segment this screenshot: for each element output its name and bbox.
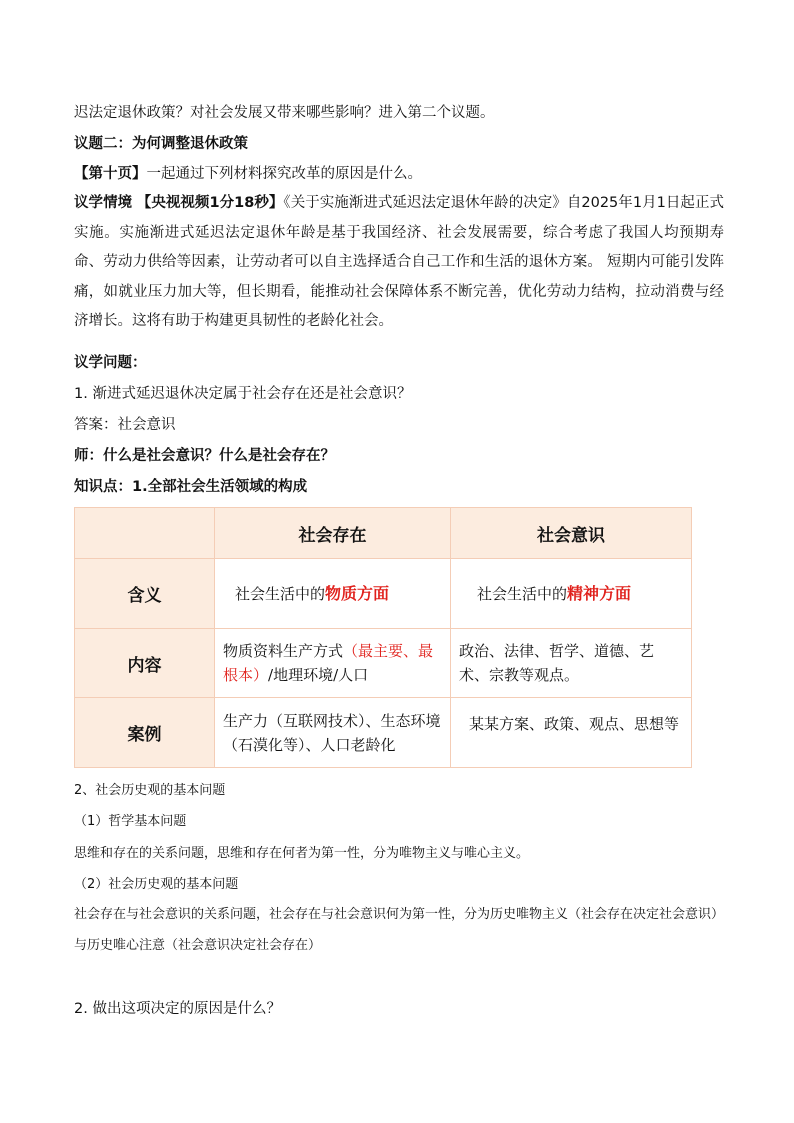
subsection-one-heading: （1）哲学基本问题 <box>74 814 187 829</box>
header-social-existence: 社会存在 <box>215 508 451 559</box>
cell-meaning-existence <box>215 559 451 629</box>
subsection-two-text: 社会存在与社会意识的关系问题，社会存在与社会意识何为第一性，分为历史唯物主义（社会存在决定社会意识）与历史唯心注意（社会意识决定社会存在） <box>74 907 725 953</box>
cell-text: 物质资料生产方式 <box>223 642 344 660</box>
cell-case-existence: 生产力（互联网技术）、生态环境（石漠化等）、人口老龄化 <box>215 698 451 768</box>
section-two-heading: 2、社会历史观的基本问题 <box>74 783 226 798</box>
cell-text: 社会生活中的 <box>477 584 568 603</box>
situation-label: 议学情境 <box>74 195 133 211</box>
row-head-meaning: 含义 <box>75 559 215 629</box>
table-row <box>75 698 692 768</box>
row-head-case: 案例 <box>75 698 215 768</box>
cell-highlight: 精神方面 <box>567 583 632 603</box>
knowledge-point: 知识点：1.全部社会生活领域的构成 <box>74 479 308 495</box>
page-ten-text: 一起通过下列材料探究改革的原因是什么。 <box>146 166 422 182</box>
teacher-question: 师：什么是社会意识？什么是社会存在？ <box>74 448 335 464</box>
intro-line: 迟法定退休政策？对社会发展又带来哪些影响？进入第二个议题。 <box>74 105 495 121</box>
questions-label: 议学问题： <box>74 355 147 371</box>
row-head-content: 内容 <box>75 629 215 698</box>
table-row <box>75 559 692 629</box>
situation-paragraph <box>74 189 724 337</box>
table-row <box>75 629 692 698</box>
subsection-one-text: 思维和存在的关系问题，思维和存在何者为第一性，分为唯物主义与唯心主义。 <box>74 846 530 861</box>
page-ten-line <box>74 162 422 183</box>
header-social-consciousness: 社会意识 <box>451 508 692 559</box>
answer-one: 答案：社会意识 <box>74 417 176 433</box>
cell-meaning-consciousness <box>451 559 692 629</box>
cell-content-existence <box>215 629 451 698</box>
situation-source: 【央视视频1分18秒】 <box>136 195 284 211</box>
table-header-row <box>75 508 692 559</box>
cell-highlight: （最主要、最根本） <box>223 642 434 684</box>
topic-two-heading: 议题二：为何调整退休政策 <box>74 136 248 152</box>
situation-body: 《关于实施渐进式延迟法定退休年龄的决定》自2025年1月1日起正式实施。实施渐进式延迟法定退休年龄是基于我国经济、社会发展需要，综合考虑了我国人均预期寿命、劳动力供给等因素，让劳动者可以自主选择适合自己工作和生活的退休方案。 短期内可能引发阵痛，如就业压力加大等，但长期看，能推动社会保障体系不断完善，优化劳动力结构，拉动消费与经济增长。这将有助于构建更具韧性的老龄化社会。 <box>74 195 724 329</box>
cell-text: 社会生活中的 <box>235 584 326 603</box>
question-two: 2. 做出这项决定的原因是什么？ <box>74 1001 281 1017</box>
cell-content-consciousness: 政治、法律、哲学、道德、艺术、宗教等观点。 <box>451 629 692 698</box>
cell-highlight: 物质方面 <box>325 583 390 603</box>
question-one: 1. 渐进式延迟退休决定属于社会存在还是社会意识？ <box>74 386 412 402</box>
header-empty-cell <box>75 508 215 559</box>
social-structure-table <box>74 507 692 768</box>
cell-case-consciousness: 某某方案、政策、观点、思想等 <box>451 698 692 768</box>
subsection-two-heading: （2）社会历史观的基本问题 <box>74 877 239 892</box>
page-ten-tag: 【第十页】 <box>74 166 147 182</box>
cell-text: /地理环境/人口 <box>268 666 369 684</box>
